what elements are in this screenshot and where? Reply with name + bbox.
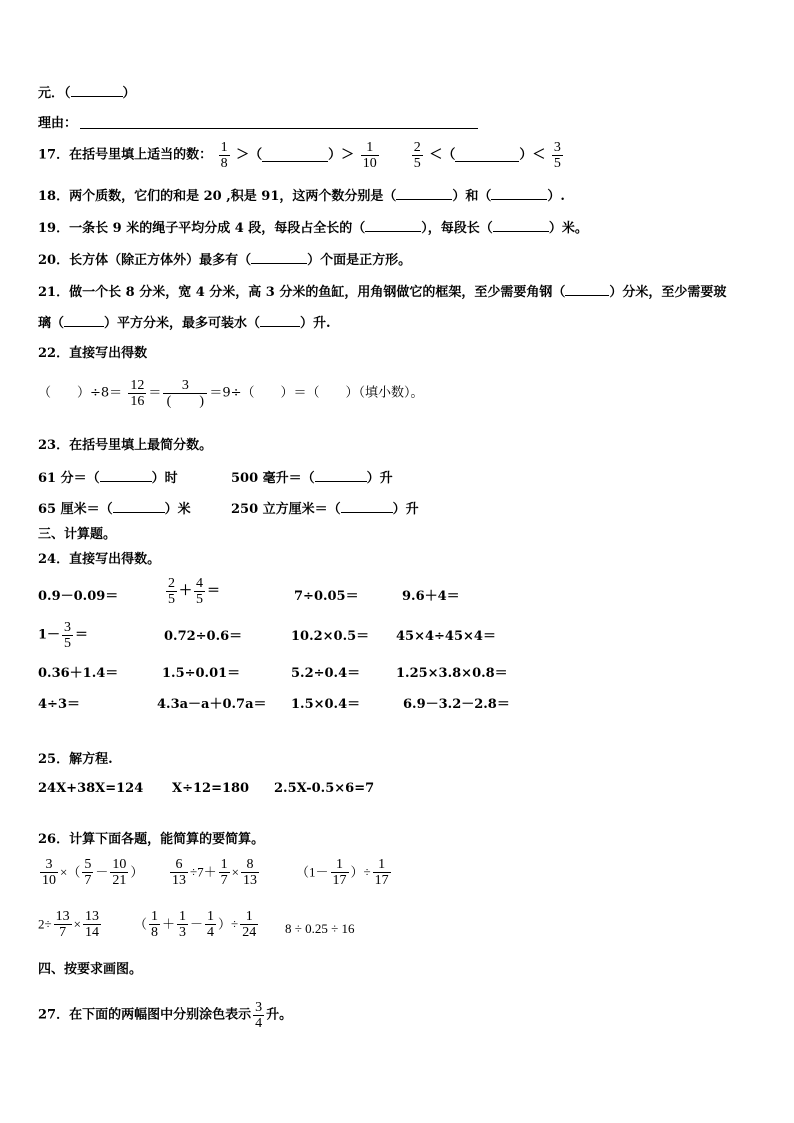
q22-eq: ＝	[148, 385, 162, 401]
q19-text: 19．一条长 9 米的绳子平均分成 4 段，每段占全长的（	[38, 221, 366, 236]
q24-expr: 5.2÷0.4＝	[291, 666, 361, 681]
q26-op: （1－	[296, 864, 329, 880]
fraction: $\frac{1}{8}$	[220, 140, 228, 171]
fraction: $\frac{5}{7}$	[84, 857, 92, 888]
question-25-label	[38, 752, 113, 768]
q18-text: 18．两个质数，它们的和是 20 ,积是 91，这两个数分别是（	[38, 189, 397, 204]
question-24-label	[38, 552, 160, 568]
fraction: 3 ( )	[163, 378, 207, 409]
q22-part: （ ）÷8＝	[38, 385, 123, 401]
q24-expr: 0.36＋1.4＝	[38, 666, 119, 681]
q24-item	[164, 576, 220, 607]
question-19	[38, 219, 588, 237]
q17-label: 17．在括号里填上适当的数：	[38, 147, 213, 163]
fraction: $\frac{1}{10}$	[362, 140, 377, 171]
answer-blank[interactable]	[493, 219, 549, 232]
answer-blank[interactable]	[565, 283, 609, 296]
q24-item	[291, 697, 360, 713]
q26-expr: 8 ÷ 0.25 ÷ 16	[285, 921, 355, 936]
q23-item	[231, 500, 419, 518]
q21-text: 璃（	[38, 316, 65, 331]
q23-text: 250 立方厘米＝（	[231, 502, 341, 517]
answer-blank[interactable]	[315, 469, 367, 482]
answer-blank[interactable]	[113, 500, 165, 513]
fraction: $\frac{3}{5}$	[64, 620, 72, 651]
q26-label: 26．计算下面各题，能简算的要简算。	[38, 832, 265, 847]
answer-blank[interactable]	[491, 187, 547, 200]
q24-expr: 0.72÷0.6＝	[164, 629, 243, 644]
q24-expr: 4.3a－a＋0.7a＝	[157, 697, 267, 712]
question-22-expr	[38, 378, 424, 409]
q16-close: ）	[122, 86, 136, 101]
question-22-label	[38, 346, 147, 362]
q26-op: ÷7＋	[190, 864, 217, 880]
q20-text: 20．长方体（除正方体外）最多有（	[38, 253, 252, 268]
equation-text: 2.5X-0.5×6=7	[274, 781, 375, 796]
q16-answer-line	[38, 84, 136, 102]
q24-item	[38, 620, 88, 651]
q24-expr: 9.6＋4＝	[402, 589, 460, 604]
q24-op: ＋	[179, 583, 193, 599]
q24-item	[291, 629, 369, 645]
q24-item	[162, 666, 240, 682]
reason-label: 理由：	[38, 116, 78, 131]
q24-item	[164, 629, 242, 645]
equation-text: X÷12=180	[172, 781, 250, 796]
q26-expr-b	[168, 857, 261, 888]
q21-text: 21．做一个长 8 分米，宽 4 分米，高 3 分米的鱼缸，用角钢做它的框架，至少需要角钢（	[38, 285, 566, 300]
q17-gt2: ）＞	[328, 147, 355, 163]
q26-expr-a	[38, 857, 143, 888]
q20-text: ）个面是正方形。	[307, 253, 412, 268]
section-4-heading	[38, 962, 142, 978]
fraction: $\frac{1}{17}$	[374, 857, 389, 888]
q24-op: ＝	[75, 627, 89, 643]
reason-blank[interactable]	[80, 128, 478, 129]
q24-expr: 1.25×3.8×0.8＝	[396, 666, 508, 681]
q24-op: ＝	[207, 583, 221, 599]
answer-blank[interactable]	[64, 314, 104, 327]
fraction: $\frac{1}{8}$	[151, 909, 159, 940]
section-3-heading	[38, 527, 116, 543]
q26-expr-e	[134, 909, 260, 940]
fraction: $\frac{1}{3}$	[179, 909, 187, 940]
q24-expr: 0.9－0.09＝	[38, 589, 119, 604]
q23-text: 61 分＝（	[38, 471, 100, 486]
fraction: $\frac{8}{13}$	[242, 857, 257, 888]
q19-text: ）米。	[548, 221, 588, 236]
q26-expr-f	[285, 921, 355, 938]
section-3-title: 三、计算题。	[38, 527, 117, 542]
answer-blank[interactable]	[100, 469, 152, 482]
q21-text: ）分米，至少需要玻	[609, 285, 727, 300]
q24-expr: 4÷3＝	[38, 697, 80, 712]
q25-equation	[274, 781, 374, 797]
answer-blank[interactable]	[341, 500, 393, 513]
q17-lt1: ＜（	[429, 147, 456, 163]
q24-expr: 1.5×0.4＝	[291, 697, 361, 712]
q23-text: 500 毫升＝（	[231, 471, 315, 486]
q26-op: ）÷	[218, 916, 239, 932]
q25-label: 25．解方程.	[38, 752, 113, 767]
fraction: $\frac{2}{5}$	[413, 140, 421, 171]
q24-item	[38, 697, 80, 713]
question-20	[38, 251, 411, 269]
q26-op: ×	[231, 864, 239, 880]
q26-op: （	[134, 916, 148, 932]
q26-op: ）÷	[350, 864, 371, 880]
q16-reason-line	[38, 116, 77, 132]
q21-text: ）升.	[300, 316, 331, 331]
question-21-line1	[38, 283, 726, 301]
q21-text: ）平方分米，最多可装水（	[104, 316, 261, 331]
q18-text: ）.	[547, 189, 565, 204]
q18-text: ）和（	[452, 189, 492, 204]
q23-label: 23．在括号里填上最简分数。	[38, 438, 213, 453]
q24-item	[403, 697, 510, 713]
answer-blank[interactable]	[262, 149, 328, 162]
question-26-label	[38, 832, 264, 848]
question-18	[38, 187, 565, 205]
fraction: $\frac{2}{5}$	[168, 576, 175, 607]
q24-expr: 45×4÷45×4＝	[396, 629, 496, 644]
q23-item	[231, 469, 393, 487]
question-17	[38, 140, 565, 171]
answer-blank[interactable]	[260, 314, 300, 327]
q26-expr-d	[38, 909, 103, 940]
q23-text: ）升	[366, 471, 393, 486]
q16-yuan: 元．（	[38, 86, 71, 101]
q25-equation	[38, 781, 143, 797]
q26-op: －	[95, 864, 109, 880]
fraction: $\frac{13}{7}$	[55, 909, 70, 940]
q24-item	[396, 629, 496, 645]
q26-op: ＋	[162, 916, 176, 932]
q26-op: －	[190, 916, 204, 932]
q24-expr: 1－	[38, 627, 61, 643]
q22-label: 22．直接写出得数	[38, 346, 148, 361]
question-27	[38, 1000, 292, 1031]
q22-part: ＝9÷（ ）＝（ ）（填小数）。	[209, 385, 424, 401]
q23-item	[38, 500, 191, 518]
q25-equation	[172, 781, 249, 797]
fraction: $\frac{1}{24}$	[242, 909, 257, 940]
q26-op: ）	[130, 864, 144, 880]
q24-item	[402, 589, 460, 605]
fraction: $\frac{1}{17}$	[332, 857, 347, 888]
q23-text: ）时	[151, 471, 178, 486]
q26-op: ×（	[60, 864, 81, 880]
fraction: $\frac{4}{5}$	[196, 576, 204, 607]
q24-item	[157, 697, 267, 713]
q27-text: 27．在下面的两幅图中分别涂色表示	[38, 1007, 252, 1023]
fraction: $\frac{1}{4}$	[207, 909, 215, 940]
q24-expr: 10.2×0.5＝	[291, 629, 370, 644]
q24-label: 24．直接写出得数。	[38, 552, 161, 567]
question-23-label	[38, 438, 212, 454]
equation-text: 24X+38X=124	[38, 781, 144, 796]
q23-text: ）升	[392, 502, 419, 517]
q24-expr: 7÷0.05＝	[294, 589, 359, 604]
fraction: $\frac{3}{4}$	[255, 1000, 263, 1031]
fraction: $\frac{13}{14}$	[84, 909, 99, 940]
answer-blank[interactable]	[455, 149, 519, 162]
fraction: $\frac{10}{21}$	[112, 857, 127, 888]
q24-expr: 6.9－3.2－2.8＝	[403, 697, 510, 712]
q24-item	[291, 666, 360, 682]
q23-text: ）米	[164, 502, 191, 517]
q24-item	[38, 666, 118, 682]
answer-blank[interactable]	[251, 251, 307, 264]
q26-op: ×	[73, 916, 81, 932]
q24-item	[396, 666, 508, 682]
answer-blank[interactable]	[365, 219, 421, 232]
q23-text: 65 厘米＝（	[38, 502, 113, 517]
fraction: $\frac{3}{5}$	[553, 140, 561, 171]
q24-item	[38, 589, 118, 605]
q19-text: ），每段长（	[421, 221, 493, 236]
question-21-line2	[38, 314, 331, 332]
section-4-title: 四、按要求画图。	[38, 962, 143, 977]
fraction: $\frac{1}{7}$	[220, 857, 228, 888]
q24-expr: 1.5÷0.01＝	[162, 666, 241, 681]
q17-lt2: ）＜	[519, 147, 546, 163]
q17-gt1: ＞（	[236, 147, 263, 163]
q26-op: 2÷	[38, 916, 52, 932]
fraction: $\frac{3}{10}$	[42, 857, 56, 888]
q24-item	[294, 589, 359, 605]
fraction: $\frac{12}{16}$	[130, 378, 145, 409]
q23-item	[38, 469, 178, 487]
q26-expr-c	[296, 857, 393, 888]
answer-blank[interactable]	[396, 187, 452, 200]
q27-text: 升。	[266, 1007, 293, 1023]
answer-blank[interactable]	[71, 84, 123, 97]
fraction: $\frac{6}{13}$	[172, 857, 186, 888]
